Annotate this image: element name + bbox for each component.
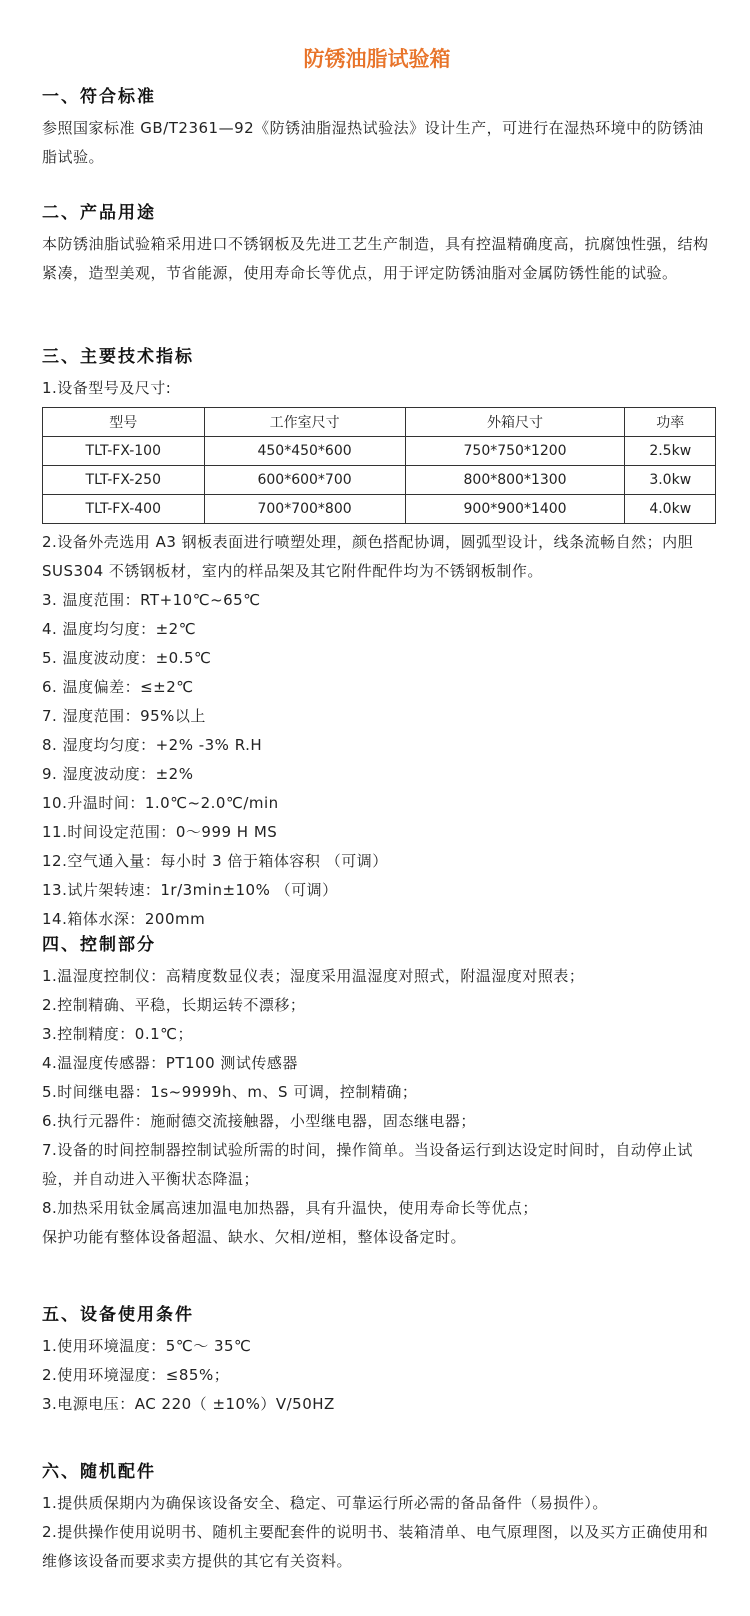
table-row (43, 437, 716, 466)
section-heading: 一、符合标准 (42, 87, 156, 107)
list-item: 13.试片架转速：1r/3min±10% （可调） (42, 881, 338, 899)
control-list (42, 962, 716, 1252)
table-row (43, 495, 716, 524)
list-item: 保护功能有整体设备超温、缺水、欠相/逆相，整体设备定时。 (42, 1228, 467, 1246)
list-item: 7.设备的时间控制器控制试验所需的时间，操作简单。当设备运行到达设定时间时，自动停止试验，并自动进入平衡状态降温； (42, 1141, 693, 1188)
section-heading: 五、设备使用条件 (42, 1305, 194, 1325)
list-item: 2.使用环境湿度：≤85%； (42, 1366, 230, 1384)
section-heading: 二、产品用途 (42, 203, 156, 223)
list-item: 3. 温度范围：RT+10℃~65℃ (42, 591, 261, 609)
section-paragraph: 本防锈油脂试验箱采用进口不锈钢板及先进工艺生产制造，具有控温精确度高，抗腐蚀性强，结构紧凑，造型美观，节省能源，使用寿命长等优点，用于评定防锈油脂对金属防锈性能的试验。 (42, 235, 709, 282)
table-cell: TLT-FX-100 (43, 437, 205, 466)
list-item: 7. 湿度范围：95%以上 (42, 707, 206, 725)
list-item: 2.提供操作使用说明书、随机主要配套件的说明书、装箱清单、电气原理图，以及买方正确使用和维修该设备而要求卖方提供的其它有关资料。 (42, 1523, 709, 1570)
list-item: 6. 温度偏差：≤±2℃ (42, 678, 194, 696)
table-cell: 700*700*800 (204, 495, 405, 524)
list-item: 4. 温度均匀度：±2℃ (42, 620, 197, 638)
table-row (43, 466, 716, 495)
section-usage (42, 196, 716, 288)
table-cell: 3.0kw (625, 466, 716, 495)
table-cell: 2.5kw (625, 437, 716, 466)
table-cell: 450*450*600 (204, 437, 405, 466)
list-item: 14.箱体水深：200mm (42, 910, 206, 928)
list-item: 6.执行元器件：施耐德交流接触器，小型继电器，固态继电器； (42, 1112, 476, 1130)
list-item: 1.使用环境温度：5℃～ 35℃ (42, 1337, 252, 1355)
table-cell: TLT-FX-400 (43, 495, 205, 524)
list-item: 2.控制精确、平稳，长期运转不漂移； (42, 996, 306, 1014)
table-cell: 4.0kw (625, 495, 716, 524)
spec-table (42, 407, 716, 524)
list-item: 3.电源电压：AC 220（ ±10%）V/50HZ (42, 1395, 335, 1413)
table-cell: 750*750*1200 (405, 437, 625, 466)
spec-list (42, 528, 716, 934)
table-header-cell: 功率 (625, 408, 716, 437)
section-heading: 四、控制部分 (42, 935, 156, 955)
table-cell: 800*800*1300 (405, 466, 625, 495)
table-header-cell: 外箱尺寸 (405, 408, 625, 437)
table-cell: 600*600*700 (204, 466, 405, 495)
section-standard (42, 80, 716, 172)
table-cell: 900*900*1400 (405, 495, 625, 524)
list-item: 8. 湿度均匀度：+2% -3% R.H (42, 736, 263, 754)
section-heading: 三、主要技术指标 (42, 347, 194, 367)
table-header-cell: 工作室尺寸 (204, 408, 405, 437)
accessories-list (42, 1489, 716, 1576)
list-item: 10.升温时间：1.0℃~2.0℃/min (42, 794, 279, 812)
section-accessories (42, 1455, 716, 1576)
list-item: 12.空气通入量：每小时 3 倍于箱体容积 （可调） (42, 852, 388, 870)
list-item: 11.时间设定范围：0～999 H MS (42, 823, 278, 841)
list-item: 3.控制精度：0.1℃； (42, 1025, 194, 1043)
table-header-row (43, 408, 716, 437)
document-title: 防锈油脂试验箱 (303, 47, 451, 71)
section-specs (42, 340, 716, 934)
list-item: 1.温湿度控制仪：高精度数显仪表；湿度采用温湿度对照式，附温湿度对照表； (42, 967, 585, 985)
table-header-cell: 型号 (43, 408, 205, 437)
list-item: 8.加热采用钛金属高速加温电加热器，具有升温快，使用寿命长等优点； (42, 1199, 538, 1217)
table-cell: TLT-FX-250 (43, 466, 205, 495)
section-conditions (42, 1298, 716, 1419)
list-item: 1.提供质保期内为确保该设备安全、稳定、可靠运行所必需的备品备件（易损件）。 (42, 1494, 608, 1512)
spec-intro: 1.设备型号及尺寸: (42, 379, 172, 397)
list-item: 4.温湿度传感器：PT100 测试传感器 (42, 1054, 298, 1072)
section-paragraph: 参照国家标准 GB/T2361—92《防锈油脂湿热试验法》设计生产，可进行在湿热环境中的防锈油脂试验。 (42, 119, 704, 166)
list-item: 5.时间继电器：1s~9999h、m、S 可调，控制精确； (42, 1083, 418, 1101)
section-control (42, 928, 716, 1252)
conditions-list (42, 1332, 716, 1419)
section-heading: 六、随机配件 (42, 1462, 156, 1482)
list-item: 5. 温度波动度：±0.5℃ (42, 649, 212, 667)
list-item: 2.设备外壳选用 A3 钢板表面进行喷塑处理，颜色搭配协调，圆弧型设计，线条流畅自然；内胆 SUS304 不锈钢板材，室内的样品架及其它附件配件均为不锈钢板制作。 (42, 533, 694, 580)
list-item: 9. 湿度波动度：±2% (42, 765, 194, 783)
